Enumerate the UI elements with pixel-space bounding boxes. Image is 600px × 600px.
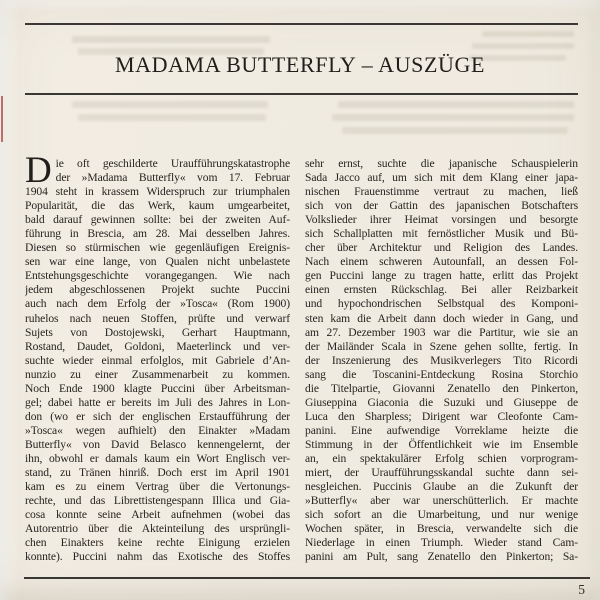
article-body (25, 150, 578, 564)
show-through-artifact (72, 36, 270, 43)
text-line: 1904 steht in krassem Widerspruch zur triumphalen (25, 185, 290, 199)
text-line: Noch Ende 1900 klagte Puccini über Arbeitsman- (25, 381, 290, 395)
text-line: sehr ernst, suchte die japanische Schauspielerin (305, 157, 578, 170)
text-line: Popularität, die das Werk, kaum umgearbeitet, (25, 199, 290, 213)
text-line: einen ernsten Rückschlag. Bei aller Reizbarkeit (305, 283, 578, 297)
text-line: Wochen später, in Brescia, verwandelte sich die (305, 522, 578, 536)
show-through-artifact (482, 31, 574, 37)
text-line: suchte wieder einmal erfolglos, mit Gabriele d’An- (25, 353, 290, 367)
text-line: nischen Frauenstimme vertraut zu machen, ließ (305, 185, 578, 199)
text-line: Stimmung in der Öffentlichkeit wie im Ensemble (305, 437, 578, 451)
text-line: sen war eine lange, von Qualen nicht unbelastete (25, 255, 290, 269)
text-line: don (wo er sich der englischen Erstaufführung der (25, 409, 290, 423)
text-line: ie oft geschilderte Uraufführungskatastrophe (55, 157, 290, 170)
show-through-artifact (342, 127, 568, 134)
text-line: der Mailänder Scala in Szene gehen sollte, fertig. In (305, 339, 578, 353)
left-column (25, 150, 290, 564)
scanner-red-line-artifact (1, 96, 3, 142)
text-line: Volkslieder ihrer Heimat vorsingen und besorgte (305, 213, 578, 227)
drop-cap: D (25, 150, 52, 191)
text-line: panini. Eine aufwendige Vorreklame heizte die (305, 423, 578, 437)
text-line: an, ein spektakulärer Erfolg schien vorprogram- (305, 451, 578, 465)
top-rule (25, 23, 578, 25)
text-line: Rostand, Daudet, Goldoni, Maeterlinck und ver- (25, 339, 290, 353)
text-line: Niederlage in einen Triumph. Wieder stand Cam- (305, 536, 578, 550)
text-line: sich Schallplatten mit fernöstlicher Musik und Bü- (305, 227, 578, 241)
text-line: cosa konnte seine Arbeit aufnehmen (wobei das (25, 508, 290, 522)
text-line: sten kam die Arbeit dann doch wieder in Gang, und (305, 311, 578, 325)
text-line: sich sofort an die Umarbeitung, und nur wenige (305, 508, 578, 522)
text-line: Sujets von Dostojewski, Gerhart Hauptmann, (25, 325, 290, 339)
show-through-artifact (332, 114, 574, 121)
text-line: Nach einem schweren Autounfall, an dessen Fol- (305, 255, 578, 269)
text-line: konnte). Puccini nahm das Exotische des Stoffes (25, 550, 290, 564)
text-line: sang die Toscanini-Entdeckung Rosina Storchio (305, 367, 578, 381)
text-line: miert, der Uraufführungsskandal suchte dann sei- (305, 466, 578, 480)
text-line: panini am Pult, sang Zenatello den Pinkerton; Sa- (305, 550, 578, 564)
text-line: auch nach dem Erfolg der »Tosca« (Rom 1900) (25, 297, 290, 311)
show-through-artifact (72, 101, 268, 108)
text-line: sich von der Gattin des japanischen Botschafters (305, 199, 578, 213)
text-line: führung in Brescia, am 28. Mai desselben Jahres. (25, 227, 290, 241)
text-line: rechte, und das Librettistengespann Illica und Gia- (25, 494, 290, 508)
text-line: cher über Architektur und Religion des Landes. (305, 241, 578, 255)
text-line: ihn, obwohl er damals kaum ein Wort Englisch ver- (25, 451, 290, 465)
show-through-artifact (78, 114, 266, 121)
text-line: am 27. Dezember 1903 war die Partitur, wie sie an (305, 325, 578, 339)
text-line: Autorentrio über die Akteinteilung des ursprüngli- (25, 522, 290, 536)
text-line: kam es zu einem Vertrag über die Vertonungs- (25, 480, 290, 494)
text-line: Giuseppina Giaconia die Suzuki und Giuseppe de (305, 395, 578, 409)
title-underline-rule (25, 93, 578, 95)
text-line: »Tosca« wegen aufhielt) den Einakter »Madam (25, 423, 290, 437)
text-line: »Butterfly« aber war unerschütterlich. Er machte (305, 494, 578, 508)
text-line: Entstehungsgeschichte vorangegangen. Wie nach (25, 269, 290, 283)
page-number: 5 (578, 582, 585, 597)
footer-rule (24, 577, 590, 579)
show-through-artifact (338, 101, 574, 108)
text-line: bald darauf gewinnen sollte: bei der zweiten Auf- (25, 213, 290, 227)
text-line: gel; dabei hatte er bereits im Juli des Jahres in Lon- (25, 395, 290, 409)
text-line: die Titelpartie, Giovanni Zenatello den Pinkerton, (305, 381, 578, 395)
text-line: nunzio zu einer Zusammenarbeit zu kommen. (25, 367, 290, 381)
text-line: Butterfly« von David Belasco kennengelernt, der (25, 437, 290, 451)
text-line: stand, zu Tränen hinriß. Doch erst im April 1901 (25, 466, 290, 480)
text-line: ruhelos nach neuen Stoffen, prüfte und verwarf (25, 311, 290, 325)
text-line: jedem abgeschlossenen Projekt suchte Puccini (25, 283, 290, 297)
text-line: der »Madama Butterfly« vom 17. Februar (55, 171, 290, 185)
text-line: Diesen so stürmischen wie gegenläufigen Ereignis- (25, 241, 290, 255)
text-line: chen Einakters keine rechte Einigung erzielen (25, 536, 290, 550)
text-line: Sada Jacco auf, um sich mit dem Klang einer japa- (305, 171, 578, 185)
text-line: Luca den Sharpless; Dirigent war Cleofonte Cam- (305, 409, 578, 423)
text-line: nesgleichen. Puccinis Glaube an die Zukunft der (305, 480, 578, 494)
text-line: und hypochondrischen Selbstqual des Komponi- (305, 297, 578, 311)
text-line: der Inszenierung des Musikverlegers Tito Ricordi (305, 353, 578, 367)
right-column (305, 157, 578, 564)
show-through-artifact (472, 43, 574, 49)
page-title: MADAMA BUTTERFLY – AUSZÜGE (114, 52, 486, 77)
text-line: gen Puccini lange zu tragen hatte, erlitt das Projekt (305, 269, 578, 283)
